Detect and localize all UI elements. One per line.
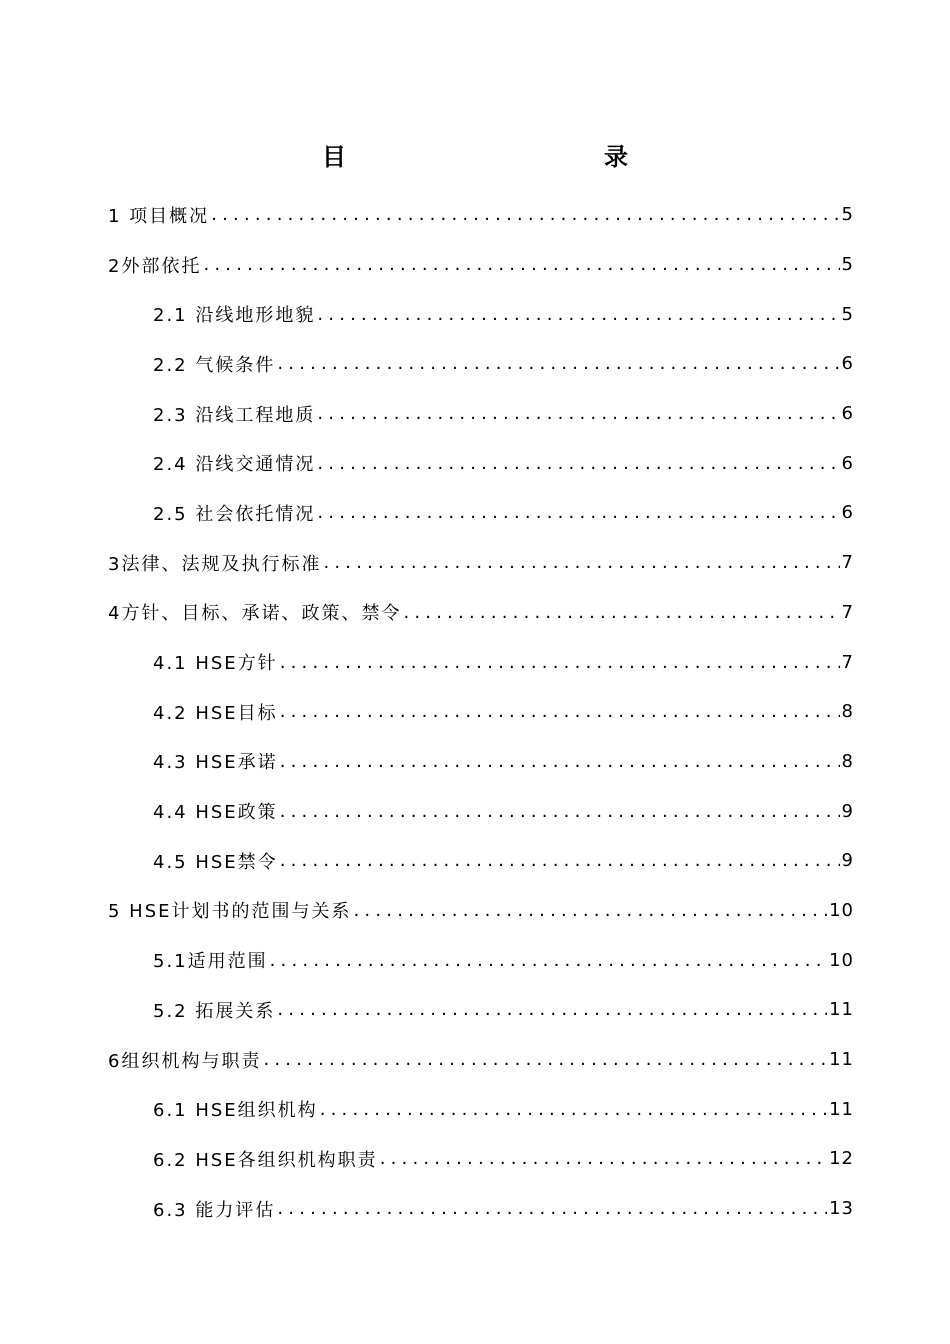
toc-entry[interactable] bbox=[0, 935, 950, 985]
toc-entry[interactable] bbox=[0, 886, 950, 936]
toc-entry-text: 6.1 HSE组织机构 bbox=[153, 1100, 318, 1122]
toc-entry[interactable] bbox=[0, 1035, 950, 1085]
toc-dot-leader bbox=[323, 552, 839, 573]
toc-page-number: 11 bbox=[829, 1098, 854, 1120]
toc-page-number: 7 bbox=[841, 552, 854, 574]
toc-page-number: 6 bbox=[841, 502, 854, 524]
toc-page-number: 6 bbox=[841, 403, 854, 425]
toc-dot-leader bbox=[317, 304, 839, 325]
toc-dot-leader bbox=[277, 353, 839, 374]
toc-entry[interactable] bbox=[0, 538, 950, 588]
toc-entry[interactable] bbox=[0, 438, 950, 488]
toc-page-number: 5 bbox=[841, 204, 854, 226]
toc-page-number: 8 bbox=[841, 701, 854, 723]
toc-page-number: 5 bbox=[841, 254, 854, 276]
toc-dot-leader bbox=[270, 950, 827, 971]
toc-dot-leader bbox=[211, 204, 839, 225]
toc-page-number: 11 bbox=[829, 999, 854, 1021]
toc-page-number: 10 bbox=[829, 949, 854, 971]
toc-page-number: 9 bbox=[841, 800, 854, 822]
toc-dot-leader bbox=[320, 1099, 827, 1120]
toc-dot-leader bbox=[317, 453, 839, 474]
toc-entry[interactable] bbox=[0, 190, 950, 240]
toc-entry[interactable] bbox=[0, 836, 950, 886]
toc-dot-leader bbox=[280, 652, 840, 673]
toc-page-number: 6 bbox=[841, 353, 854, 375]
toc-page-number: 9 bbox=[841, 850, 854, 872]
toc-entry[interactable] bbox=[0, 1134, 950, 1184]
toc-entry-text: 2外部依托 bbox=[108, 255, 202, 277]
toc-dot-leader bbox=[317, 403, 839, 424]
toc-entry-text: 4.1 HSE方针 bbox=[153, 653, 278, 675]
toc-dot-leader bbox=[263, 1049, 827, 1070]
toc-entry-text: 4方针、目标、承诺、政策、禁令 bbox=[108, 603, 402, 625]
toc-entry[interactable] bbox=[0, 339, 950, 389]
toc-entry[interactable] bbox=[0, 637, 950, 687]
toc-entry-text: 2.5 社会依托情况 bbox=[153, 503, 316, 525]
toc-dot-leader bbox=[354, 900, 828, 921]
toc-entry-text: 4.5 HSE禁令 bbox=[153, 851, 278, 873]
toc-page-number: 7 bbox=[841, 651, 854, 673]
toc-entry-text: 6.2 HSE各组织机构职责 bbox=[153, 1149, 378, 1171]
toc-entry-text: 3法律、法规及执行标准 bbox=[108, 553, 322, 575]
toc-entry-text: 4.2 HSE目标 bbox=[153, 702, 278, 724]
toc-entry-text: 2.1 沿线地形地貌 bbox=[153, 305, 316, 327]
toc-page-number: 10 bbox=[829, 899, 854, 921]
toc-dot-leader bbox=[280, 850, 840, 871]
toc-page-number: 13 bbox=[829, 1198, 854, 1220]
toc-entry[interactable] bbox=[0, 1184, 950, 1234]
toc-entry-text: 6.3 能力评估 bbox=[153, 1199, 276, 1221]
toc-entry-text: 4.3 HSE承诺 bbox=[153, 752, 278, 774]
toc-entry[interactable] bbox=[0, 240, 950, 290]
toc-page-number: 8 bbox=[841, 750, 854, 772]
toc-entry-text: 5.1适用范围 bbox=[153, 951, 268, 973]
toc-dot-leader bbox=[280, 751, 840, 772]
toc-entry-text: 2.2 气候条件 bbox=[153, 354, 276, 376]
toc-dot-leader bbox=[317, 502, 839, 523]
toc-dot-leader bbox=[380, 1148, 827, 1169]
toc-entry-text: 4.4 HSE政策 bbox=[153, 802, 278, 824]
toc-dot-leader bbox=[280, 701, 840, 722]
toc-page-number: 7 bbox=[841, 601, 854, 623]
toc-dot-leader bbox=[403, 602, 839, 623]
toc-entry[interactable] bbox=[0, 687, 950, 737]
toc-title: 目 录 bbox=[322, 143, 698, 171]
toc-entry-text: 6组织机构与职责 bbox=[108, 1050, 262, 1072]
toc-entry-text: 5 HSE计划书的范围与关系 bbox=[108, 901, 352, 923]
toc-entry[interactable] bbox=[0, 737, 950, 787]
toc-entry-text: 1 项目概况 bbox=[108, 205, 210, 227]
toc-entry-text: 2.3 沿线工程地质 bbox=[153, 404, 316, 426]
toc-page-number: 12 bbox=[829, 1148, 854, 1170]
toc-entry[interactable] bbox=[0, 488, 950, 538]
toc-entry-text: 2.4 沿线交通情况 bbox=[153, 454, 316, 476]
toc-page-number: 5 bbox=[841, 303, 854, 325]
toc-entry[interactable] bbox=[0, 389, 950, 439]
toc-entry[interactable] bbox=[0, 588, 950, 638]
toc-entry[interactable] bbox=[0, 289, 950, 339]
toc-entry[interactable] bbox=[0, 985, 950, 1035]
toc-entry-text: 5.2 拓展关系 bbox=[153, 1000, 276, 1022]
toc-page-number: 11 bbox=[829, 1049, 854, 1071]
toc-dot-leader bbox=[277, 999, 827, 1020]
toc-list bbox=[0, 190, 950, 1233]
toc-entry[interactable] bbox=[0, 1084, 950, 1134]
toc-dot-leader bbox=[280, 801, 840, 822]
toc-dot-leader bbox=[203, 254, 839, 275]
toc-page-number: 6 bbox=[841, 452, 854, 474]
toc-dot-leader bbox=[277, 1198, 827, 1219]
toc-entry[interactable] bbox=[0, 786, 950, 836]
